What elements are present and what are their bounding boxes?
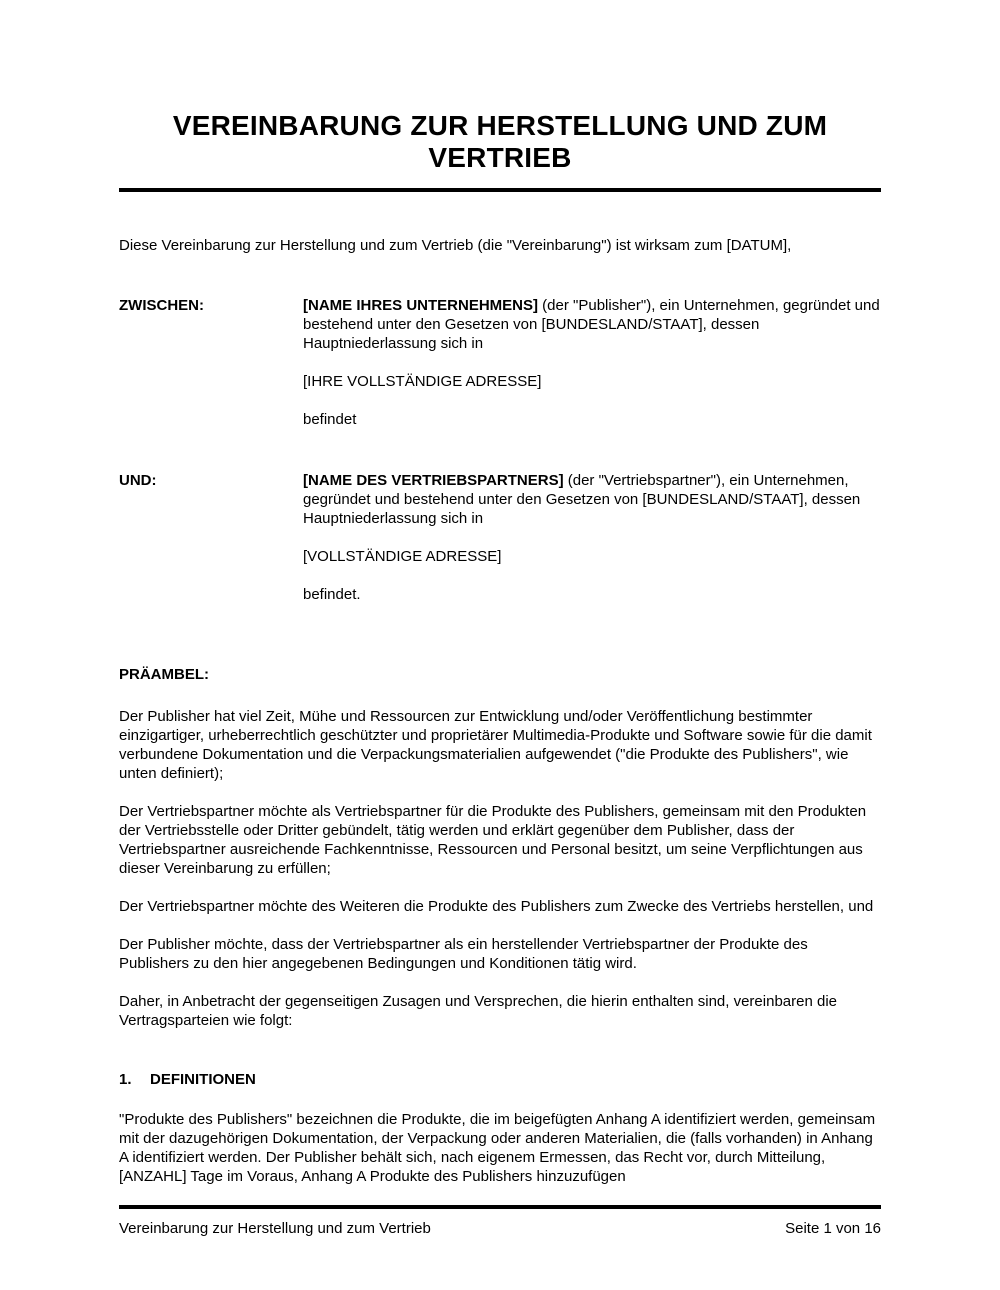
preamble-heading: PRÄAMBEL:: [119, 666, 209, 683]
party-label-und: UND:: [119, 472, 157, 489]
preamble-paragraph-4: Der Publisher möchte, dass der Vertriebspartner als ein herstellender Vertriebspartner der Produkte des Publishers zu den hier angegebenen Bedingungen und Konditionen tätig wird.: [119, 936, 808, 972]
party-description: [303, 296, 881, 353]
party-name-placeholder: [NAME IHRES UNTERNEHMENS]: [303, 297, 539, 314]
title-rule: [119, 188, 881, 192]
party-label-zwischen: ZWISCHEN:: [119, 297, 204, 314]
party-content-zwischen: [303, 296, 881, 429]
preamble-paragraph-3: Der Vertriebspartner möchte des Weiteren die Produkte des Publishers zum Zwecke des Vertriebs herstellen, und: [119, 898, 874, 915]
preamble-paragraph-5: Daher, in Anbetracht der gegenseitigen Zusagen und Versprechen, die hierin enthalten sind, vereinbaren die Vertragsparteien wie folgt:: [119, 993, 837, 1029]
party-address-placeholder: [IHRE VOLLSTÄNDIGE ADRESSE]: [303, 373, 542, 390]
document-title: VEREINBARUNG ZUR HERSTELLUNG UND ZUM VERTRIEB: [172, 110, 828, 173]
party-name-placeholder: [NAME DES VERTRIEBSPARTNERS]: [303, 472, 564, 489]
section-title: DEFINITIONEN: [150, 1071, 256, 1088]
footer-document-title: Vereinbarung zur Herstellung und zum Vertrieb: [119, 1220, 431, 1237]
intro-paragraph: Diese Vereinbarung zur Herstellung und zum Vertrieb (die "Vereinbarung") ist wirksam zum [DATUM],: [119, 237, 792, 254]
party-block-und: [119, 471, 881, 604]
footer-page-number: Seite 1 von 16: [785, 1220, 881, 1237]
party-description: [303, 471, 881, 528]
party-block-zwischen: [119, 296, 881, 429]
footer-rule: [119, 1205, 881, 1209]
party-address-placeholder: [VOLLSTÄNDIGE ADRESSE]: [303, 548, 502, 565]
party-content-und: [303, 471, 881, 604]
section-heading-definitionen: [119, 1070, 881, 1089]
party-description-text: (der "Vertriebspartner"), ein Unternehmen, gegründet und bestehend unter den Gesetzen von [BUNDESLAND/STAAT], dessen Hauptniederlassung sich in: [303, 472, 861, 527]
party-suffix: befindet.: [303, 586, 361, 603]
page-footer: [119, 1205, 881, 1238]
preamble-paragraph-1: Der Publisher hat viel Zeit, Mühe und Ressourcen zur Entwicklung und/oder Veröffentlichung bestimmter einzigartiger, urheberrechtlich geschützter und proprietärer Multimedia-Produkte und Software sowie für die damit verbundene Dokumentation und die Verpackungsmaterialien aufgewendet ("die Produkte des Publishers", wie unten definiert);: [119, 708, 872, 782]
footer-row: [119, 1219, 881, 1238]
preamble-paragraph-2: Der Vertriebspartner möchte als Vertriebspartner für die Produkte des Publishers, gemeinsam mit den Produkten der Vertriebsstelle oder Dritter gebündelt, tätig werden und erklärt gegenüber dem Publisher, dass der Vertriebspartner ausreichende Fachkenntnisse, Ressourcen und Personal besitzt, um seine Verpflichtungen aus dieser Vereinbarung zu erfüllen;: [119, 803, 867, 877]
definition-paragraph: "Produkte des Publishers" bezeichnen die Produkte, die im beigefügten Anhang A identifiziert werden, gemeinsam mit der dazugehörigen Dokumentation, der Verpackung oder anderen Materialien, die (falls vorhanden) in Anhang A identifiziert werden. Der Publisher behält sich, nach eigenem Ermessen, das Recht vor, durch Mitteilung, [ANZAHL] Tage im Voraus, Anhang A Produkte des Publishers hinzuzufügen: [119, 1111, 876, 1185]
party-description-text: (der "Publisher"), ein Unternehmen, gegründet und bestehend unter den Gesetzen von [BUNDESLAND/STAAT], dessen Hauptniederlassung sich in: [303, 297, 880, 352]
party-suffix: befindet: [303, 411, 357, 428]
section-number: 1.: [119, 1071, 132, 1088]
